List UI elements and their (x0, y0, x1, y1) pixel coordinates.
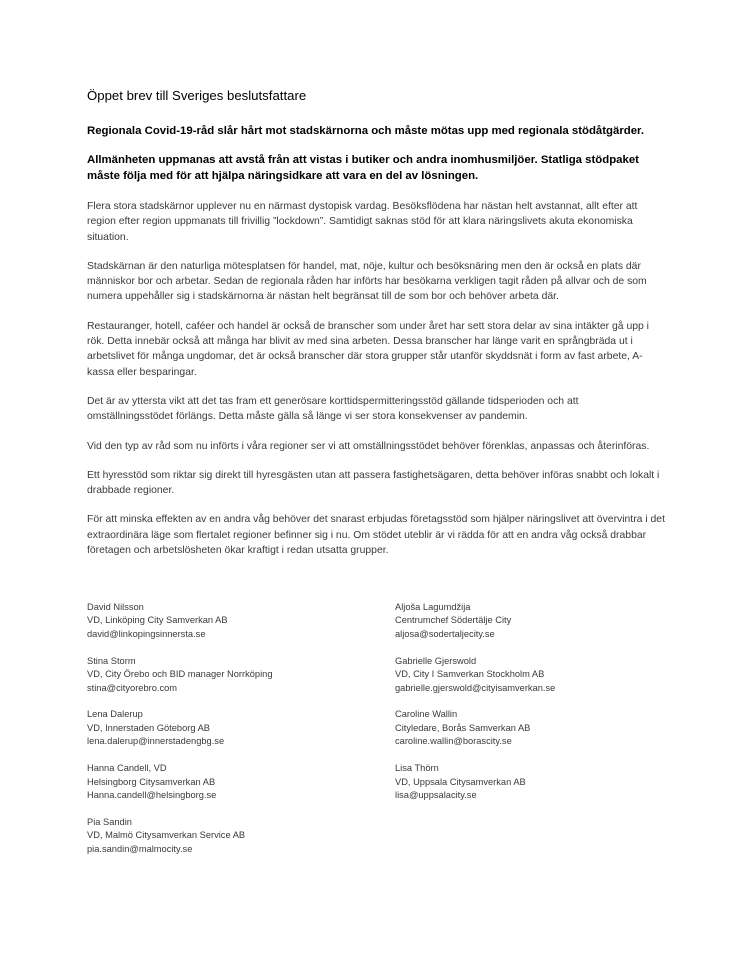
letter-body (87, 87, 667, 572)
signatory-name: Pia Sandin (87, 816, 132, 827)
signatory-role: VD, Uppsala Citysamverkan AB (395, 776, 526, 787)
signatory-name: Stina Storm (87, 655, 136, 666)
signatory-role: VD, City Örebo och BID manager Norrköping (87, 669, 273, 680)
signatory-role: Cityledare, Borås Samverkan AB (395, 722, 531, 733)
signatory-name: Lisa Thörn (395, 763, 439, 774)
signatory-name: Caroline Wallin (395, 709, 458, 720)
signatory (395, 601, 695, 641)
signatory-role: Helsingborg Citysamverkan AB (87, 776, 216, 787)
signature-column-right (395, 601, 695, 816)
lead-paragraph-1: Regionala Covid-19-råd slår hårt mot stadskärnorna och måste mötas upp med regionala stödåtgärder. (87, 125, 645, 137)
signatory-email: pia.sandin@malmocity.se (87, 843, 193, 854)
signatory (395, 762, 695, 802)
signatory (87, 816, 387, 856)
signatory-email: david@linkopingsinnersta.se (87, 628, 206, 639)
signature-column-left (87, 601, 387, 870)
signatory-role: Centrumchef Södertälje City (395, 615, 512, 626)
signatory-email: lena.dalerup@innerstadengbg.se (87, 736, 225, 747)
signatory (395, 655, 695, 695)
signatory-email: Hanna.candell@helsingborg.se (87, 789, 217, 800)
signatory (87, 655, 387, 695)
body-paragraph: Det är av yttersta vikt att det tas fram ett generösare korttidspermitteringsstöd gällande tidsperioden och att omställningsstödet förlängs. Detta måste gälla så länge vi ser stora konsekvenser av pandemin. (87, 395, 579, 423)
body-paragraph: Ett hyresstöd som riktar sig direkt till hyresgästen utan att passera fastighetsägaren, detta behöver införas snabbt och lokalt i drabbade regioner. (87, 469, 660, 497)
signatory-role: VD, Malmö Citysamverkan Service AB (87, 830, 246, 841)
signatory (395, 708, 695, 748)
signatory-email: lisa@uppsalacity.se (395, 789, 477, 800)
letter-title: Öppet brev till Sveriges beslutsfattare (87, 88, 307, 103)
signatory-name: Aljoša Lagumdžija (395, 602, 471, 612)
signatory-role: VD, Linköping City Samverkan AB (87, 615, 228, 626)
body-paragraph: Vid den typ av råd som nu införts i våra regioner ser vi att omställningsstödet behöver förenklas, anpassas och återinföras. (87, 440, 650, 452)
signatory-email: gabrielle.gjerswold@cityisamverkan.se (395, 682, 556, 693)
signatory-email: aljosa@sodertaljecity.se (395, 628, 495, 639)
signatory (87, 762, 387, 802)
signatory-email: stina@cityorebro.com (87, 682, 178, 693)
body-paragraph: Restauranger, hotell, caféer och handel är också de branscher som under året har sett stora delar av sina intäkter gå upp i rök. Detta innebär också att många har blivit av med sina arbeten. Dessa branscher har länge varit en språngbräda ut i arbetslivet för många ungdomar, det är också branscher där stora grupper står utanför skyddsnät i form av fast arbete, A-kassa eller besparingar. (87, 320, 649, 378)
signatory (87, 601, 387, 641)
lead-paragraph-2: Allmänheten uppmanas att avstå från att vistas i butiker och andra inomhusmiljöer. Statliga stödpaket måste följa med för att hjälpa näringsidkare att vara en del av lösningen. (87, 154, 639, 182)
signatory-name: Lena Dalerup (87, 709, 143, 720)
signatory-role: VD, City I Samverkan Stockholm AB (395, 669, 545, 680)
body-paragraph: Stadskärnan är den naturliga mötesplatsen för handel, mat, nöje, kultur och besöksnäring men den är också en plats där människor bor och arbetar. Sedan de regionala råden har införts har besökarna verkligen tagit råden på allvar och de som numera uppehåller sig i stadskärnorna är nästan helt begränsat till de som bor och behöver arbeta där. (87, 260, 647, 303)
signatory-name: Hanna Candell, VD (87, 763, 167, 774)
body-paragraph: Flera stora stadskärnor upplever nu en närmast dystopisk vardag. Besöksflödena har nästan helt avstannat, allt efter att region efter region uppmanats till frivillig ”lockdown”. Samtidigt saknas stöd för att klara näringslivets akuta ekonomiska situation. (87, 201, 638, 243)
signatory-name: David Nilsson (87, 602, 144, 612)
signatory-role: VD, Innerstaden Göteborg AB (87, 722, 211, 733)
body-paragraph: För att minska effekten av en andra våg behöver det snarast erbjudas företagsstöd som hjälper näringslivet att övervintra i det extraordinära läge som flertalet regioner befinner sig i nu. Om stödet uteblir är vi rädda för att en andra våg också drabbar företagen och arbetslösheten ökar kraftigt i redan utsatta grupper. (87, 514, 665, 557)
signatory-name: Gabrielle Gjerswold (395, 655, 477, 666)
signatory-email: caroline.wallin@borascity.se (395, 736, 512, 747)
signatory (87, 708, 387, 748)
